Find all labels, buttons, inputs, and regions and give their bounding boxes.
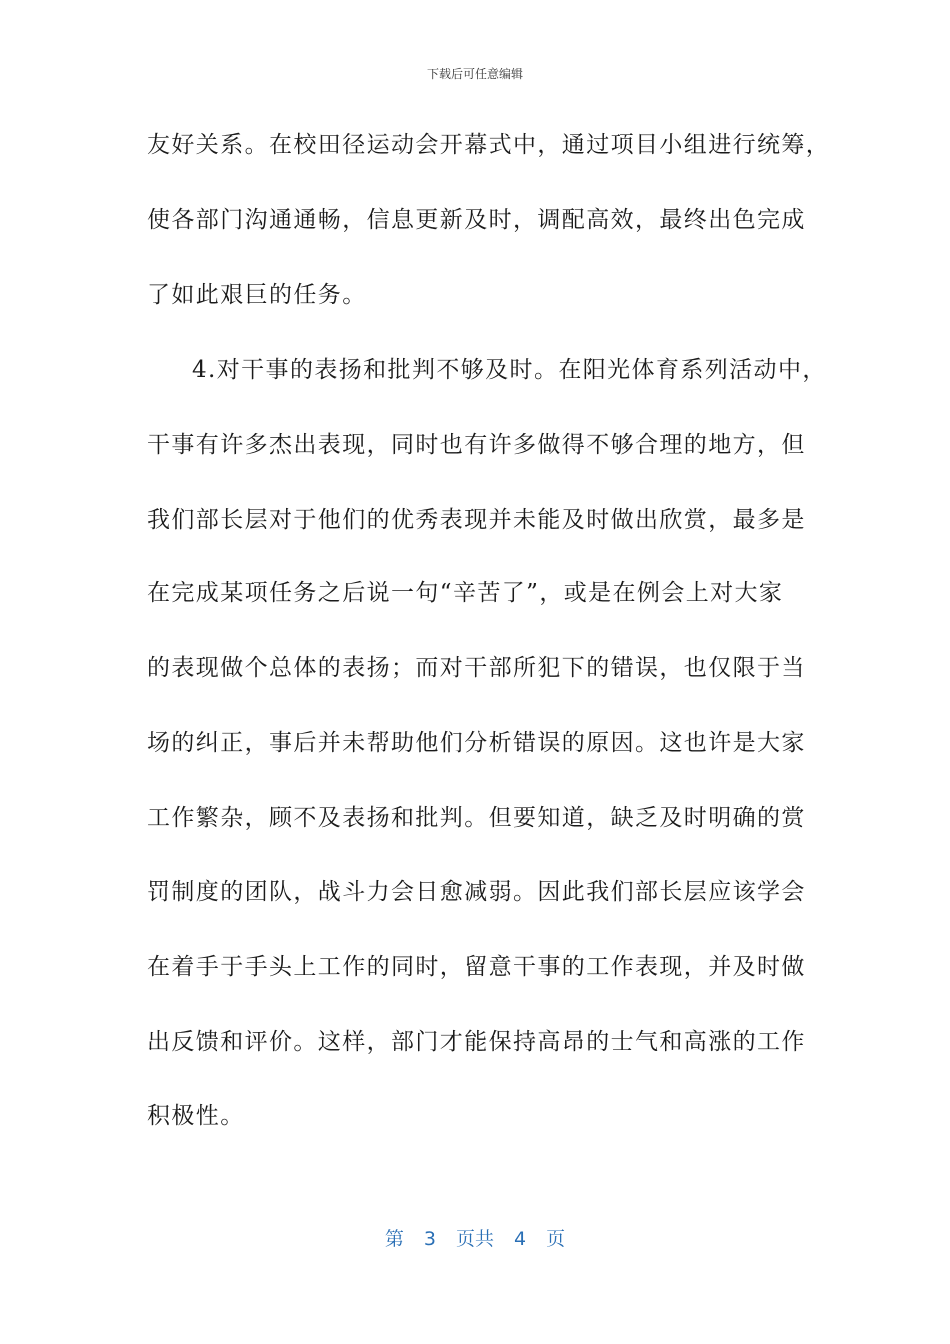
paragraph-line: 使各部门沟通通畅，信息更新及时，调配高效，最终出色完成 [147, 207, 806, 233]
page-label-suffix: 页 [546, 1228, 566, 1250]
page-footer [0, 1226, 950, 1252]
paragraph-line: 出反馈和评价。这样，部门才能保持高昂的士气和高涨的工作 [147, 1029, 806, 1055]
paragraph-line: 干事有许多杰出表现，同时也有许多做得不够合理的地方，但 [147, 432, 806, 458]
paragraph-line: 的表现做个总体的表扬；而对干部所犯下的错误，也仅限于当 [147, 655, 806, 681]
paragraph-line: 4.对干事的表扬和批判不够及时。在阳光体育系列活动中， [192, 357, 827, 383]
paragraph-line: 了如此艰巨的任务。 [147, 282, 367, 308]
paragraph-line: 在完成某项任务之后说一句“辛苦了”，或是在例会上对大家 [147, 580, 784, 606]
paragraph-line: 积极性。 [147, 1103, 245, 1129]
page-header: 下载后可任意编辑 [426, 67, 523, 81]
current-page-number: 3 [423, 1228, 436, 1250]
page-label-prefix: 第 [384, 1228, 404, 1250]
total-page-number: 4 [514, 1228, 527, 1250]
paragraph-line: 在着手于手头上工作的同时，留意干事的工作表现，并及时做 [147, 954, 806, 980]
paragraph-line: 工作繁杂，顾不及表扬和批判。但要知道，缺乏及时明确的赏 [147, 805, 806, 831]
page-label-middle: 页共 [455, 1228, 494, 1250]
paragraph-line: 我们部长层对于他们的优秀表现并未能及时做出欣赏，最多是 [147, 507, 806, 533]
paragraph-line: 罚制度的团队，战斗力会日愈减弱。因此我们部长层应该学会 [147, 879, 806, 905]
paragraph-line: 场的纠正，事后并未帮助他们分析错误的原因。这也许是大家 [147, 730, 806, 756]
paragraph-line: 友好关系。在校田径运动会开幕式中，通过项目小组进行统筹， [147, 132, 831, 158]
